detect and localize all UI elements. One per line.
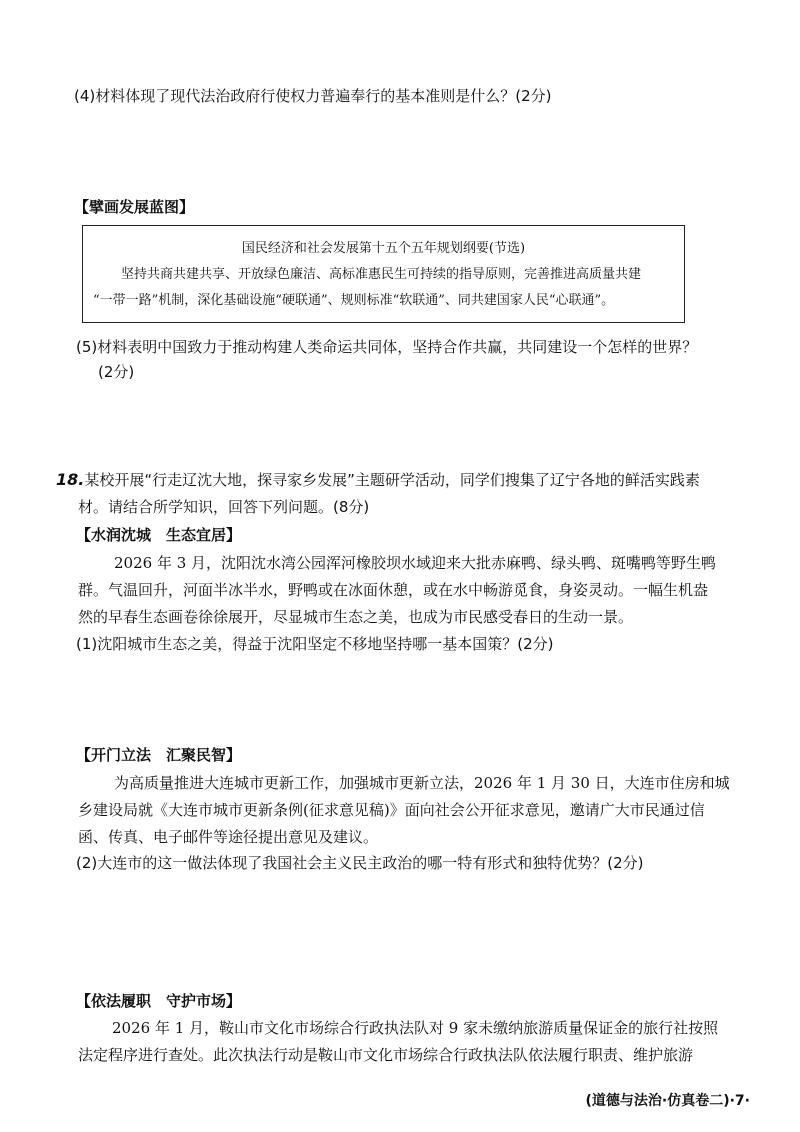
question-17-5-line-2: (2分)	[98, 363, 135, 381]
question-17-4: (4)材料体现了现代法治政府行使权力普遍奉行的基本准则是什么？(2分)	[74, 87, 552, 105]
ecology-paragraph-line-3: 然的早春生态画卷徐徐展开，尽显城市生态之美，也成为市民感受春日的生动一景。	[78, 608, 634, 626]
question-18-number: 18.	[56, 470, 85, 489]
section-heading-market: 【依法履职 守护市场】	[76, 992, 242, 1010]
question-17-5-line-1: (5)材料表明中国致力于推动构建人类命运共同体，坚持合作共赢，共同建设一个怎样的世界？	[76, 338, 698, 356]
legislation-paragraph-line-2: 乡建设局就《大连市城市更新条例(征求意见稿)》面向社会公开征求意见，邀请广大市民通过信	[78, 801, 705, 819]
question-18-1: (1)沈阳城市生态之美，得益于沈阳坚定不移地坚持哪一基本国策？(2分)	[76, 635, 554, 653]
section-heading-blueprint: 【擘画发展蓝图】	[74, 198, 195, 216]
legislation-paragraph-line-1: 为高质量推进大连城市更新工作，加强城市更新立法，2026 年 1 月 30 日，大连市住房和城	[114, 774, 730, 792]
legislation-paragraph-line-3: 函、传真、电子邮件等途径提出意见及建议。	[78, 828, 379, 846]
section-heading-ecology: 【水润沈城 生态宜居】	[76, 526, 242, 544]
excerpt-box	[82, 225, 685, 323]
excerpt-line-1: 坚持共商共建共享、开放绿色廉洁、高标准惠民生可持续的指导原则，完善推进高质量共建	[121, 267, 642, 282]
market-paragraph-line-2: 法定程序进行查处。此次执法行动是鞍山市文化市场综合行政执法队依法履行职责、维护旅游	[78, 1046, 694, 1064]
section-heading-legislation: 【开门立法 汇聚民智】	[76, 746, 242, 764]
page-footer: (道德与法治·仿真卷二)·7·	[585, 1093, 750, 1109]
question-18-intro-line-2: 材。请结合所学知识，回答下列问题。(8分)	[78, 498, 370, 516]
ecology-paragraph-line-2: 群。气温回升，河面半冰半水，野鸭或在冰面休憩，或在水中畅游觅食，身姿灵动。一幅生机盎	[78, 581, 709, 599]
excerpt-line-2: “一带一路”机制，深化基础设施“硬联通”、规则标准“软联通”、同共建国家人民“心联通”。	[93, 293, 615, 308]
question-18-intro-text: 某校开展“行走辽沈大地，探寻家乡发展”主题研学活动，同学们搜集了辽宁各地的鲜活实践素	[84, 471, 700, 489]
market-paragraph-line-1: 2026 年 1 月，鞍山市文化市场综合行政执法队对 9 家未缴纳旅游质量保证金的旅行社按照	[112, 1019, 719, 1037]
ecology-paragraph-line-1: 2026 年 3 月，沈阳沈水湾公园浑河橡胶坝水域迎来大批赤麻鸭、绿头鸭、斑嘴鸭等野生鸭	[114, 554, 717, 572]
question-18-intro-line-1	[56, 470, 700, 490]
question-18-2: (2)大连市的这一做法体现了我国社会主义民主政治的哪一特有形式和独特优势？(2分)	[76, 854, 644, 872]
excerpt-title: 国民经济和社会发展第十五个五年规划纲要(节选)	[241, 241, 526, 256]
